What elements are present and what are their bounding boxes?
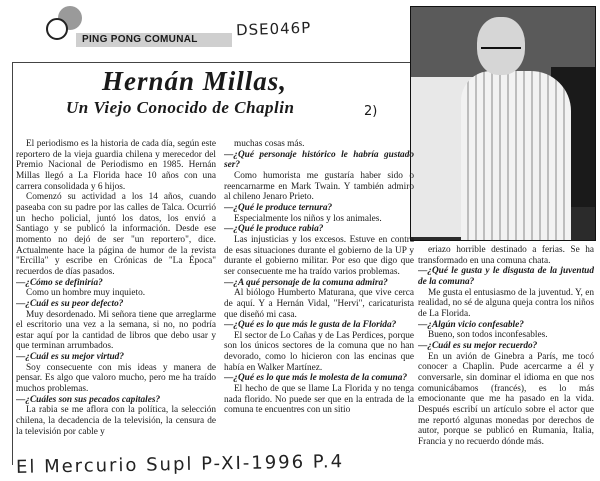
interview-question: —¿Qué le produce ternura? xyxy=(224,202,333,213)
interview-question: —¿Qué personaje histórico le habría gustado ser? xyxy=(224,149,414,171)
article-title: Hernán Millas, xyxy=(102,66,288,96)
interview-question: —¿A qué personaje de la comuna admira? xyxy=(224,277,388,288)
paragraph: Bueno, son todos inconfesables. xyxy=(428,330,548,341)
paragraph: Como un hombre muy inquieto. xyxy=(26,288,146,299)
interview-question: —¿Algún vicio confesable? xyxy=(418,319,524,330)
interview-question: —¿Qué es lo que más le gusta de la Florida? xyxy=(224,320,397,331)
archive-code: DSE046P xyxy=(235,18,312,40)
interview-question: —¿Cuál es su mejor recuerdo? xyxy=(418,340,538,351)
interview-question: —¿Cuáles son sus pecados capitales? xyxy=(16,394,161,405)
handwritten-source-note: El Mercurio Supl P-XI-1996 P.4 xyxy=(15,451,345,478)
paragraph: Comenzó su actividad a los 14 años, cuando paseaba con su padre por las calles de Talca. Ocurrió un hecho policial, juntó los datos, los envió a Santiago y se publicó la información. Desde ese momento no dejó de ser "un reportero", dice. Actualmente hace la página de humor de la revista "Ercilla" y escribe en Crónicas de "La Época" recuerdos de días pasados. xyxy=(16,192,216,277)
portrait-photo xyxy=(410,6,596,241)
interview-question: —¿Cuál es su peor defecto? xyxy=(16,298,124,309)
paragraph: La rabia se me aflora con la política, la selección chilena, la decadencia de la televisión, la censura de la televisión por cable y xyxy=(16,405,216,437)
article-column-2 xyxy=(224,139,414,459)
paragraph: En un avión de Ginebra a París, me tocó conocer a Chaplin. Pude acercarme a él y conversarle, sin dominar el idioma en que nos comunicábamos (francés), es lo más emocionante que me ha pasado en la vida. Después escribí un artículo sobre el actor que me reportó algunas monedas por derechos de autor, porque se publicó en Rumania, Italia, Francia y no recuerdo dónde más. xyxy=(418,351,594,447)
paragraph: Muy desordenado. Mi señora tiene que arreglarme el escritorio una vez a la semana, si no, no podría estar aquí por la cantidad de libros que debo usar y que terminan arrumbados. xyxy=(16,309,216,352)
interview-question: —¿Qué le produce rabia? xyxy=(224,224,324,235)
logo-ring-icon xyxy=(46,18,68,40)
article-column-1 xyxy=(16,139,216,459)
interview-question: —¿Qué le gusta y le disgusta de la juventud de la comuna? xyxy=(418,266,594,287)
paragraph: El periodismo es la historia de cada día, según este reportero de la vieja guardia chilena y merecedor del Premio Nacional de Periodismo en 1985. Hernán Millas llegó a La Florida hace 10 años con una carrera consolidada y 6 hijos. xyxy=(16,139,216,192)
article-column-3 xyxy=(418,245,594,459)
interview-question: —¿Cuál es su mejor virtud? xyxy=(16,352,124,363)
paragraph: Al biólogo Humberto Maturana, que vive cerca de aquí. Y a Hernán Vidal, "Hervi", caricaturista que diseñó mi casa. xyxy=(224,288,414,320)
paragraph: Como humorista me gustaría haber sido o reencarnarme en Mark Twain. Y también admiro al chileno Jenaro Prieto. xyxy=(224,170,414,203)
paragraph: Me gusta el entusiasmo de la juventud. Y, en realidad, no sé de alguna queja contra los niños de La Florida. xyxy=(418,287,594,319)
article-subtitle: Un Viejo Conocido de Chaplin xyxy=(66,98,295,117)
paragraph: muchas cosas más. xyxy=(234,139,305,149)
paragraph: Las injusticias y los excesos. Estuve en contra de esas situaciones durante el gobierno de la UP y durante el gobierno militar. Por eso que digo que ser consecuente me ha traído varios problemas. xyxy=(224,234,414,277)
paragraph: El hecho de que se llame La Florida y no tenga nada florido. No puede ser que en la entrada de la comuna te encuentres con un sitio xyxy=(224,384,414,416)
section-title: PING PONG COMUNAL xyxy=(76,33,232,47)
interview-question: —¿Cómo se definiría? xyxy=(16,277,103,288)
paragraph: eriazo horrible destinado a ferias. Se ha transformado en una comuna chata. xyxy=(418,245,594,266)
paragraph: El sector de Lo Cañas y de Las Perdices, porque son los únicos sectores de la comuna que no han devorado, como lo hicieron con las encinas que había en Walker Martínez. xyxy=(224,330,414,373)
handwritten-mark: 2) xyxy=(364,104,378,119)
paragraph: Especialmente los niños y los animales. xyxy=(234,213,382,224)
paragraph: Soy consecuente con mis ideas y manera de pensar. Es algo que valoro mucho, pero me ha traído muchos problemas. xyxy=(16,362,216,395)
interview-question: —¿Qué es lo que más le molesta de la comuna? xyxy=(224,373,408,384)
